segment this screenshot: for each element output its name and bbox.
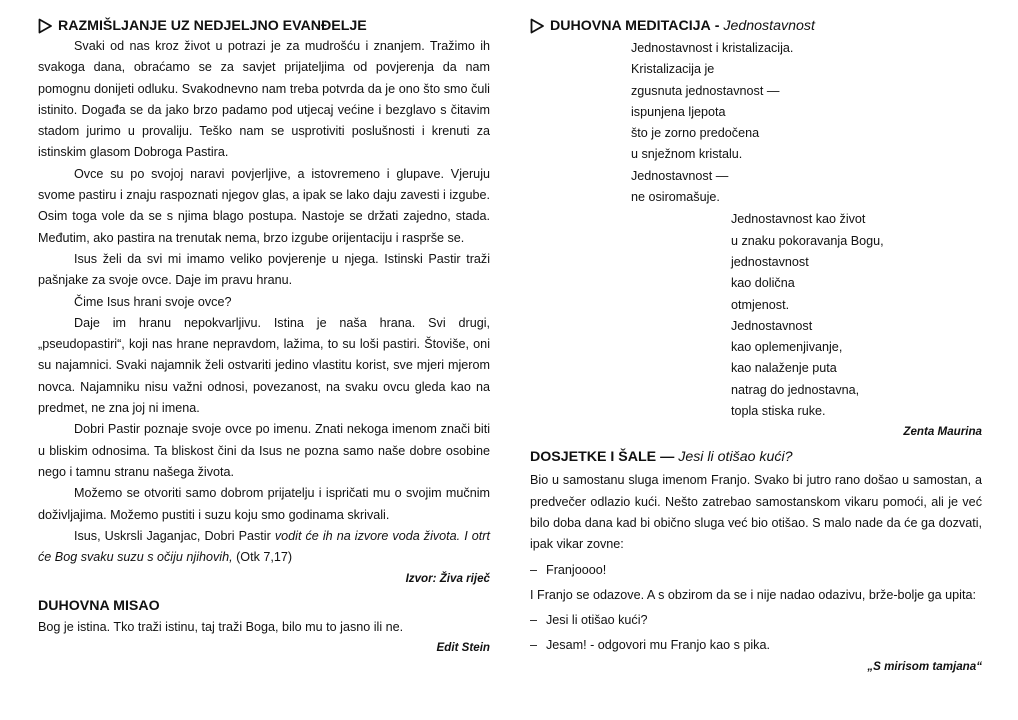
title-separator: - — [710, 18, 724, 34]
paragraph: Isus želi da svi mi imamo veliko povjerenje u njega. Istinski Pastir traži pašnjake za svoje ovce. Daje im pravu hranu. — [38, 251, 490, 288]
section-title-meditation — [530, 16, 982, 36]
dash-mark: – — [530, 562, 538, 577]
poem-line: Kristalizacija je — [631, 62, 715, 77]
jokes-source: „S mirisom tamjana“ — [867, 659, 982, 673]
poem-line: ne osiromašuje. — [631, 190, 720, 205]
poem-line: otmjenost. — [731, 297, 790, 312]
dash-mark: – — [530, 613, 538, 628]
poem-line: Jednostavnost i kristalizacija. — [631, 41, 794, 55]
section-title-reflection — [38, 16, 490, 36]
poem-line: natrag do jednostavna, — [731, 382, 860, 397]
poem-line: što je zorno predočena — [631, 126, 760, 141]
poem-line: kao dolična — [731, 276, 795, 291]
dialogue-text: Jesam! - odgovori mu Franjo kao s pika. — [546, 638, 770, 653]
poem-stanza-2 — [731, 209, 982, 422]
poem-stanza-1 — [631, 38, 982, 208]
dash-mark: – — [530, 638, 538, 653]
quote-lead: Isus, Uskrsli Jaganjac, Dobri Pastir — [74, 528, 275, 543]
paragraph: Daje im hranu nepokvarljivu. Istina je naša hrana. Svi drugi, „pseudopastiri“, koji nas hrane nepravdom, lažima, to su loši pastiri. Štoviše, oni su najamnici. Svaki najamnik želi ostvariti jedino vlastitu korist, sve mjeri mjerom novca. Najamniku nisu važni odnosi, povezanost, na svaku ovcu gleda kao na predmet, ne zna joj ni imena. — [38, 315, 490, 416]
jokes-title: DOSJETKE I ŠALE — — [530, 449, 675, 466]
play-triangle-icon — [530, 18, 545, 34]
section-title-jokes — [530, 447, 982, 467]
meditation-subtitle: Jednostavnost — [723, 18, 815, 34]
poem-line: Jednostavnost — [731, 318, 813, 333]
bible-reference: (Otk 7,17) — [232, 550, 293, 565]
paragraph: Ovce su po svojoj naravi povjerljive, a istovremeno i glupave. Vjeruju svome pastiru i znaju raspoznati njegov glas, a ipak se lako daju zavesti i izgube. Osim toga vole da se s njima blago postupa. Nastoje se držati zajedno, stada. Međutim, ako pastira na trenutak nema, brzo izgube orijentaciju i rasprše se. — [38, 166, 490, 245]
jokes-subtitle: Jesi li otišao kući? — [678, 449, 793, 466]
right-column — [530, 16, 982, 676]
poem-line: u snježnom kristalu. — [631, 147, 743, 162]
poem-line: jednostavnost — [731, 254, 809, 269]
section-title-thought — [38, 596, 490, 616]
paragraph-quote — [38, 526, 490, 569]
poem-line: kao oplemenjivanje, — [731, 340, 843, 355]
source-credit: Izvor: Živa riječ — [405, 572, 490, 586]
poem-line: u znaku pokoravanja Bogu, — [731, 233, 884, 248]
dialogue-line-question — [530, 610, 982, 631]
poem-line: Jednostavnost kao život — [731, 212, 866, 227]
meditation-title: DUHOVNA MEDITACIJA — [550, 18, 711, 34]
joke-intro: Bio u samostanu sluga imenom Franjo. Svako bi jutro rano došao u samostan, a predvečer odlazio kući. Nešto zatrebao samostanskom vikaru pomoći, ali je već bilo doba dana kad bi obično sluga već bio otišao. S malo nade da će ga dozvati, ipak vikar zovne: — [530, 473, 982, 552]
joke-middle: I Franjo se odazove. A s obzirom da se i nije nadao odazivu, brže-bolje ga upita: — [530, 587, 976, 602]
poem-author: Zenta Maurina — [903, 425, 982, 439]
poem-line: kao nalaženje puta — [731, 361, 837, 376]
thought-title: DUHOVNA MISAO — [38, 598, 160, 615]
poem-line: ispunjena ljepota — [631, 104, 726, 119]
play-triangle-icon — [38, 18, 53, 34]
dialogue-line-answer — [530, 635, 982, 656]
dialogue-line-call — [530, 560, 982, 581]
paragraph: Dobri Pastir poznaje svoje ovce po imenu. Znati nekoga imenom znači biti u bliskim odnosima. Ta bliskost čini da Isus ne pozna samo naše dobre osobine nego i tamnu stranu našega života. — [38, 422, 490, 479]
poem-line: zgusnuta jednostavnost — — [631, 83, 780, 98]
dialogue-text: Franjoooo! — [546, 562, 607, 577]
paragraph: Svaki od nas kroz život u potrazi je za mudrošću i znanjem. Tražimo ih svakoga dana, obraćamo se za savjet prijateljima od povjerenja da nam pomognu donijeti odluku. Svakodnevno nam treba potvrda da je ono što smo čuli istinito. Događa se da jako brzo padamo pod utjecaj većine i bezglavo s čitavim stadom jurimo u provaliju. Teško nam se usprotiviti poslušnosti i krenuti za istinskim glasom Dobroga Pastira. — [38, 39, 490, 160]
poem-line: topla stiska ruke. — [731, 404, 826, 419]
thought-text: Bog je istina. Tko traži istinu, taj traži Boga, bilo mu to jasno ili ne. — [38, 620, 404, 635]
reflection-title: RAZMIŠLJANJE UZ NEDJELJNO EVANĐELJE — [58, 18, 367, 34]
paragraph: Čime Isus hrani svoje ovce? — [74, 294, 232, 309]
bible-quote: vodit će ih na izvore voda života. I otrt će Bog svaku suzu s očiju njihovih, — [38, 528, 490, 565]
left-column — [38, 16, 490, 657]
dialogue-text: Jesi li otišao kući? — [546, 613, 648, 628]
poem-line: Jednostavnost — — [631, 168, 729, 183]
paragraph: Možemo se otvoriti samo dobrom prijatelju i ispričati mu o svojim mučnim doživljajima. Možemo pustiti i suzu koju smo godinama skrivali. — [38, 486, 490, 522]
thought-author: Edit Stein — [436, 640, 490, 654]
